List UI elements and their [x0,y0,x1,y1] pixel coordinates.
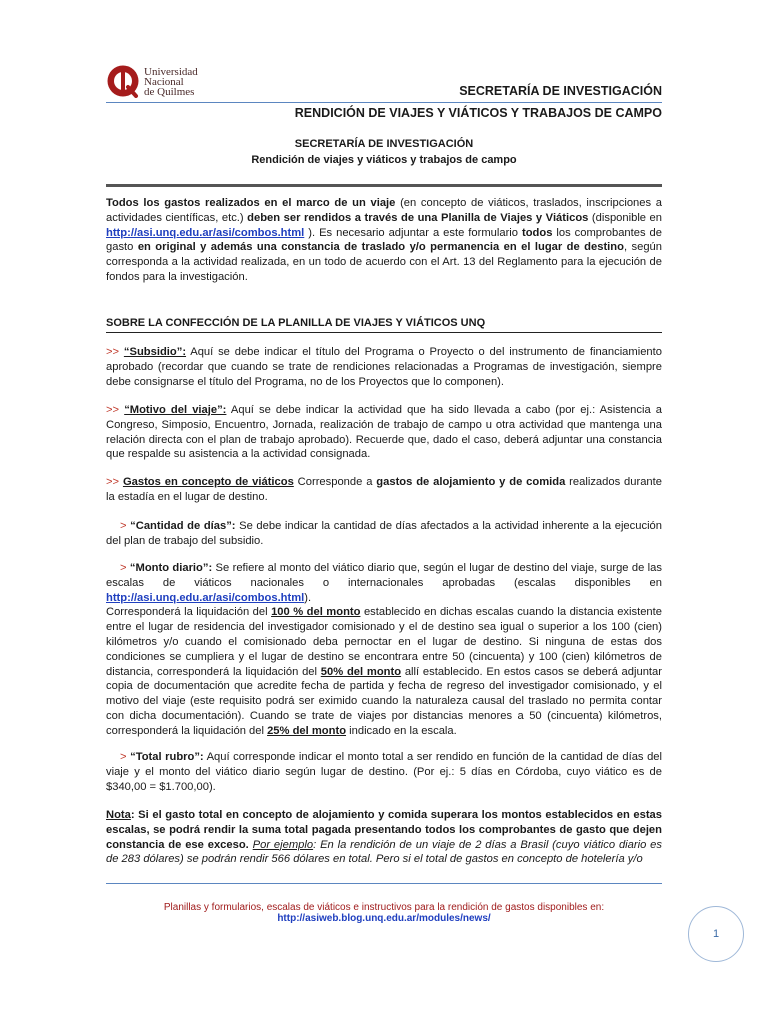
motivo-label: “Motivo del viaje”: [124,404,227,416]
university-logo [106,64,216,98]
monto-25-percent: 25% del monto [267,724,347,737]
subsidio-label: “Subsidio”: [123,346,187,358]
nota-text: : Si el gasto total en concepto de alojamiento y comida superara los montos establecidos en estas escalas, se podrá rendir la suma total pagada presentando todos los comprobantes de gasto que dejen constancia de ese exceso. [106,809,662,851]
intro-bold: en original y además una constancia de traslado y/o permanencia en el lugar de destino [137,241,624,254]
footer-note: Planillas y formularios, escalas de viáticos e instructivos para la rendición de gastos disponibles en: [163,902,605,913]
arrow-marker: >> [106,476,123,488]
cantidad-label: “Cantidad de días”: [130,520,236,532]
cantidad-text: Se debe indicar la cantidad de días afectados a la actividad inherente a la ejecución del plan de trabajo del subsidio. [106,520,662,547]
logo-line: Nacional [144,76,184,88]
header-subtitle: RENDICIÓN DE VIAJES Y VIÁTICOS Y TRABAJOS DE CAMPO [294,106,662,120]
monto-50-percent: 50% del monto [320,665,402,678]
arrow-marker: > [120,562,130,574]
nota-label: Nota [106,809,131,821]
footer-link[interactable]: http://asiweb.blog.unq.edu.ar/modules/news/ [277,913,491,924]
total-text: Aquí corresponde indicar el monto total a ser rendido en función de la cantidad de días del viaje y el monto del viático diario según lugar de destino. (Por ej.: 5 días en Córdoba, cuyo viático es de $340,00 = $1.700,00). [106,751,662,793]
logo-line: Universidad [144,66,198,78]
doc-title: SECRETARÍA DE INVESTIGACIÓN [294,138,474,150]
combos-link-2[interactable]: http://asi.unq.edu.ar/asi/combos.html [106,591,305,604]
gastos-text: Corresponde a [293,476,377,488]
intro-bold: todos [521,226,553,239]
monto-100-percent: 100 % del monto [271,606,361,619]
logo-text [144,67,198,97]
monto-text: ). [304,591,312,604]
monto-text: establecido en dichas escalas cuando la distancia existente entre el lugar de residencia del investigador comisionado y el de destino sea igual o superior a los 100 (cien) kilómetros y/o cuando el comisionado deba pernoctar en el lugar de destino. Si ninguna de estas dos condiciones se cumpliera y el lugar de destino se encontrara entre 50 (cincuenta) y 100 (cien) kilómetros de distancia, corresponderá la liquidación del [106,606,662,678]
arrow-marker: > [120,751,131,763]
monto-paragraph [106,561,662,739]
ejemplo-label: Por ejemplo [252,838,314,851]
combos-link[interactable]: http://asi.unq.edu.ar/asi/combos.html [106,226,305,239]
gastos-bold: gastos de alojamiento y de comida [376,476,566,488]
title-rule [106,184,662,187]
motivo-paragraph [106,403,662,462]
subsidio-text: Aquí se debe indicar el título del Programa o Proyecto o del instrumento de financiamiento aprobado (recordar que cuando se trate de rendiciones relacionadas a Programas de investigación, siempre debe consignarse el título del Programa, no de los Proyectos que lo componen). [106,346,662,388]
total-paragraph [106,750,662,794]
gastos-text: realizados durante la estadía en el lugar de destino. [106,476,662,503]
header-rule [106,102,662,103]
gastos-label: Gastos en concepto de viáticos [122,476,294,488]
monto-text: Corresponderá la liquidación del [106,606,272,619]
page-number: 1 [688,906,744,962]
footer-rule [106,883,662,884]
subsidio-paragraph [106,345,662,389]
monto-text: allí establecido. En estos casos se deberá adjuntar copia de documentación que acredite fecha de partida y fecha de regreso del investigador comisionado, y el motivo del viaje (este requisito podrá ser eximido cuando la naturaleza causal del traslado no permita contar con dicha documentación). Cuando se trate de viajes por distancias menores a 50 (cincuenta) kilómetros, corresponderá la liquidación del [106,665,662,737]
monto-label: “Monto diario”: [129,562,213,574]
section-title: SOBRE LA CONFECCIÓN DE LA PLANILLA DE VIAJES Y VIÁTICOS UNQ [106,317,486,329]
intro-text: , según corresponda a la actividad realizada, en un todo de acuerdo con el Art. 13 del Reglamento para la ejecución de fondos para la investigación. [106,241,662,283]
header-secretaria: SECRETARÍA DE INVESTIGACIÓN [459,84,662,98]
ejemplo-text: : En la rendición de un viaje de 2 días a Brasil (cuyo viático diario es de 283 dólares) se podrán rendir 566 dólares en total. Pero si el total de gastos en concepto de hotelería y/o [106,838,662,866]
intro-bold: deben ser rendidos a través de una Planilla de Viajes y Viáticos [247,211,589,224]
intro-text: los comprobantes de gasto [106,226,662,254]
arrow-marker: >> [106,404,125,416]
arrow-marker: > [120,520,131,532]
motivo-text: Aquí se debe indicar la actividad que ha sido llevada a cabo (por ej.: Asistencia a Congreso, Simposio, Encuentro, Jornada, realización de trabajo de campo u otra actividad que mantenga una relación directa con el plan de trabajo aprobado). Recuerde que, dado el caso, deberá adjuntar una constancia que respalde su asistencia a la actividad consignada. [106,404,662,461]
section-rule [106,332,662,333]
intro-text: (en concepto de viáticos, traslados, inscripciones a actividades científicas, etc.) [106,197,662,224]
doc-subtitle: Rendición de viajes y viáticos y trabajos de campo [251,154,517,166]
intro-text: (disponible en [588,211,662,224]
intro-bold-lead: Todos los gastos realizados en el marco de un viaje [106,197,396,209]
nota-paragraph [106,808,662,867]
monto-text: indicado en la escala. [346,724,457,737]
monto-text: Se refiere al monto del viático diario que, según el lugar de destino del viaje, surge de las escalas de viáticos nacionales o internacionales aprobadas (escalas disponibles en [106,562,662,589]
unq-logo-icon [106,64,142,98]
arrow-marker: >> [106,346,124,358]
total-label: “Total rubro”: [130,751,204,763]
gastos-paragraph [106,475,662,505]
logo-line: de Quilmes [144,86,195,98]
intro-text: ). Es necesario adjuntar a este formulario [304,226,522,239]
cantidad-paragraph [106,519,662,549]
intro-paragraph [106,196,662,285]
